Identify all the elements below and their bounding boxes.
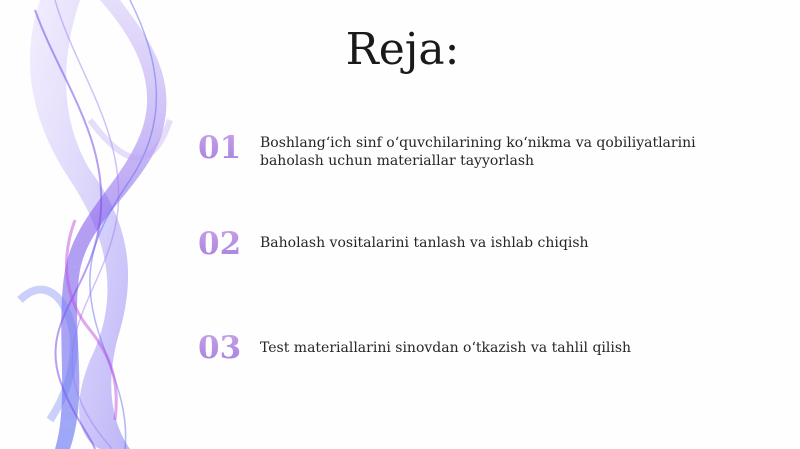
slide-title: Reja:	[345, 24, 460, 75]
item-text: Baholash vositalarini tanlash va ishlab chiqish	[260, 235, 589, 251]
agenda-item	[198, 226, 758, 276]
agenda-item	[198, 330, 758, 380]
agenda-item	[198, 130, 758, 180]
item-number: 01	[198, 130, 248, 166]
item-number: 02	[198, 226, 248, 262]
item-text: Test materiallarini sinovdan o‘tkazish va tahlil qilish	[260, 340, 632, 356]
item-number: 03	[198, 330, 248, 366]
item-text: Boshlang‘ich sinf o‘quvchilarining ko‘nikma va qobiliyatlarini baholash uchun materiallar tayyorlash	[260, 135, 696, 169]
